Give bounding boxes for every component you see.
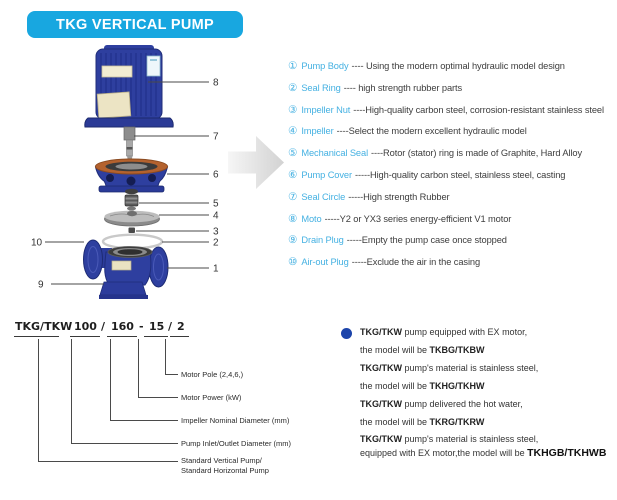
part-name: Seal Circle (301, 191, 346, 202)
label-pump-type (181, 456, 269, 476)
code-series: TKG/TKW (15, 320, 73, 333)
note-stainless (360, 360, 611, 395)
part-item-3 (288, 100, 616, 122)
underline-inlet (70, 336, 100, 337)
part-item-5 (288, 143, 616, 165)
callout-4: 4 (213, 210, 219, 222)
label-impeller-diameter: Impeller Nominal Diameter (mm) (181, 416, 290, 425)
motor-label-top (102, 66, 132, 77)
note-prefix: TKG/TKW (360, 327, 402, 337)
part-item-1 (288, 56, 616, 78)
part-name: Impeller (301, 126, 334, 137)
part-name: Seal Ring (301, 82, 341, 93)
part-desc: ----High-quality carbon steel, corrosion-resistant stainless steel (353, 104, 604, 115)
part-desc: ---- Using the modern optimal hydraulic model design (351, 61, 565, 71)
note-text: the model will be (360, 380, 430, 391)
label-motor-pole: Motor Pole (2,4,6,) (181, 370, 244, 379)
note-text: pump's material is stainless steel, (402, 363, 539, 373)
label-motor-power: Motor Power (kW) (181, 393, 242, 402)
page-title: TKG VERTICAL PUMP (27, 11, 243, 38)
note-model-code: TKHG/TKHW (429, 380, 485, 391)
part-item-4 (288, 121, 616, 143)
motor-part (85, 45, 173, 140)
motor-nameplate-small (147, 56, 160, 76)
part-desc: ----Rotor (stator) ring is made of Graphite, Hard Alloy (371, 148, 583, 159)
part-item-8 (288, 209, 616, 231)
part-name: Air-out Plug (301, 257, 349, 268)
callout-2: 2 (213, 237, 219, 249)
code-pole: 2 (177, 320, 185, 333)
note-text: equipped with EX motor,the model will be (360, 448, 528, 458)
callout-8: 8 (213, 77, 219, 89)
part-name: Impeller Nut (301, 104, 351, 115)
callout-1: 1 (213, 263, 219, 275)
parts-description-list (288, 56, 616, 274)
code-sep1: / (101, 320, 106, 333)
part-item-10 (288, 252, 616, 274)
circled-2-icon: ② (288, 81, 298, 94)
circled-8-icon: ⑧ (288, 212, 298, 225)
code-power: 15 (149, 320, 165, 333)
note-text: the model will be (360, 344, 430, 355)
bullet-icon (341, 328, 352, 339)
pump-body-part (84, 240, 169, 299)
callout-10: 10 (31, 237, 43, 249)
note-text: pump delivered the hot water, (402, 399, 523, 409)
part-item-6 (288, 165, 616, 187)
part-desc: -----High-quality carbon steel, stainless steel, casting (355, 169, 566, 180)
note-text: the model will be (360, 416, 430, 427)
circled-9-icon: ⑨ (288, 234, 298, 247)
note-model-code: TKRG/TKRW (429, 416, 485, 427)
note-text: pump equipped with EX motor, (402, 327, 528, 337)
model-variant-notes (341, 324, 611, 461)
callout-6: 6 (213, 169, 219, 181)
circled-10-icon: ⑩ (288, 256, 298, 269)
callout-7: 7 (213, 131, 219, 143)
part-name: Pump Body (301, 61, 349, 71)
part-desc: -----Exclude the air in the casing (351, 257, 481, 268)
label-pump-type-line1: Standard Vertical Pump/ (181, 456, 262, 465)
mechanical-seal-part (125, 189, 138, 213)
pump-body-label (112, 261, 131, 270)
circled-4-icon: ④ (288, 125, 298, 138)
underline-pole (170, 336, 189, 337)
part-desc: ---- high strength rubber parts (343, 82, 463, 93)
code-inlet: 100 (74, 320, 97, 333)
callout-5: 5 (213, 198, 219, 210)
note-prefix: TKG/TKW (360, 399, 402, 409)
note-model-code: TKBG/TKBW (429, 344, 485, 355)
code-sep3: / (168, 320, 173, 333)
part-item-2 (288, 78, 616, 100)
part-name: Moto (301, 213, 322, 224)
underline-impeller (107, 336, 137, 337)
right-arrow-icon (228, 136, 284, 189)
part-desc: -----Y2 or YX3 series energy-efficient V1 motor (324, 213, 512, 224)
motor-label-front (97, 92, 131, 118)
label-pump-type-line2: Standard Horizontal Pump (181, 466, 269, 475)
note-prefix: TKG/TKW (360, 363, 402, 373)
note-model-code: TKHGB/TKHWB (527, 447, 607, 459)
underline-series (14, 336, 59, 337)
pump-cover-part (96, 159, 168, 192)
part-item-7 (288, 187, 616, 209)
part-desc: -----High strength Rubber (348, 191, 450, 202)
code-impeller: 160 (111, 320, 134, 333)
elbow-series (38, 339, 178, 462)
note-prefix: TKG/TKW (360, 434, 402, 444)
part-desc: -----Empty the pump case once stopped (346, 235, 507, 246)
note-stainless-ex (360, 432, 611, 460)
callout-9: 9 (38, 279, 44, 291)
circled-1-icon: ① (288, 60, 298, 72)
circled-7-icon: ⑦ (288, 190, 298, 203)
note-text: pump's material is stainless steel, (402, 434, 539, 444)
label-inlet-diameter: Pump Inlet/Outlet Diameter (mm) (181, 439, 292, 448)
note-ex-motor (360, 324, 611, 359)
circled-6-icon: ⑥ (288, 168, 298, 181)
impeller-part (105, 211, 160, 226)
circled-5-icon: ⑤ (288, 147, 298, 160)
part-item-9 (288, 230, 616, 252)
part-name: Mechanical Seal (301, 148, 369, 159)
code-sep2: - (139, 320, 144, 333)
note-hot-water (360, 396, 611, 431)
underline-power (144, 336, 168, 337)
circled-3-icon: ③ (288, 103, 298, 116)
impeller-nut-part (129, 228, 136, 234)
part-name: Pump Cover (301, 169, 352, 180)
part-desc: ----Select the modern excellent hydraulic model (336, 126, 527, 137)
callout-3: 3 (213, 226, 219, 238)
part-name: Drain Plug (301, 235, 344, 246)
